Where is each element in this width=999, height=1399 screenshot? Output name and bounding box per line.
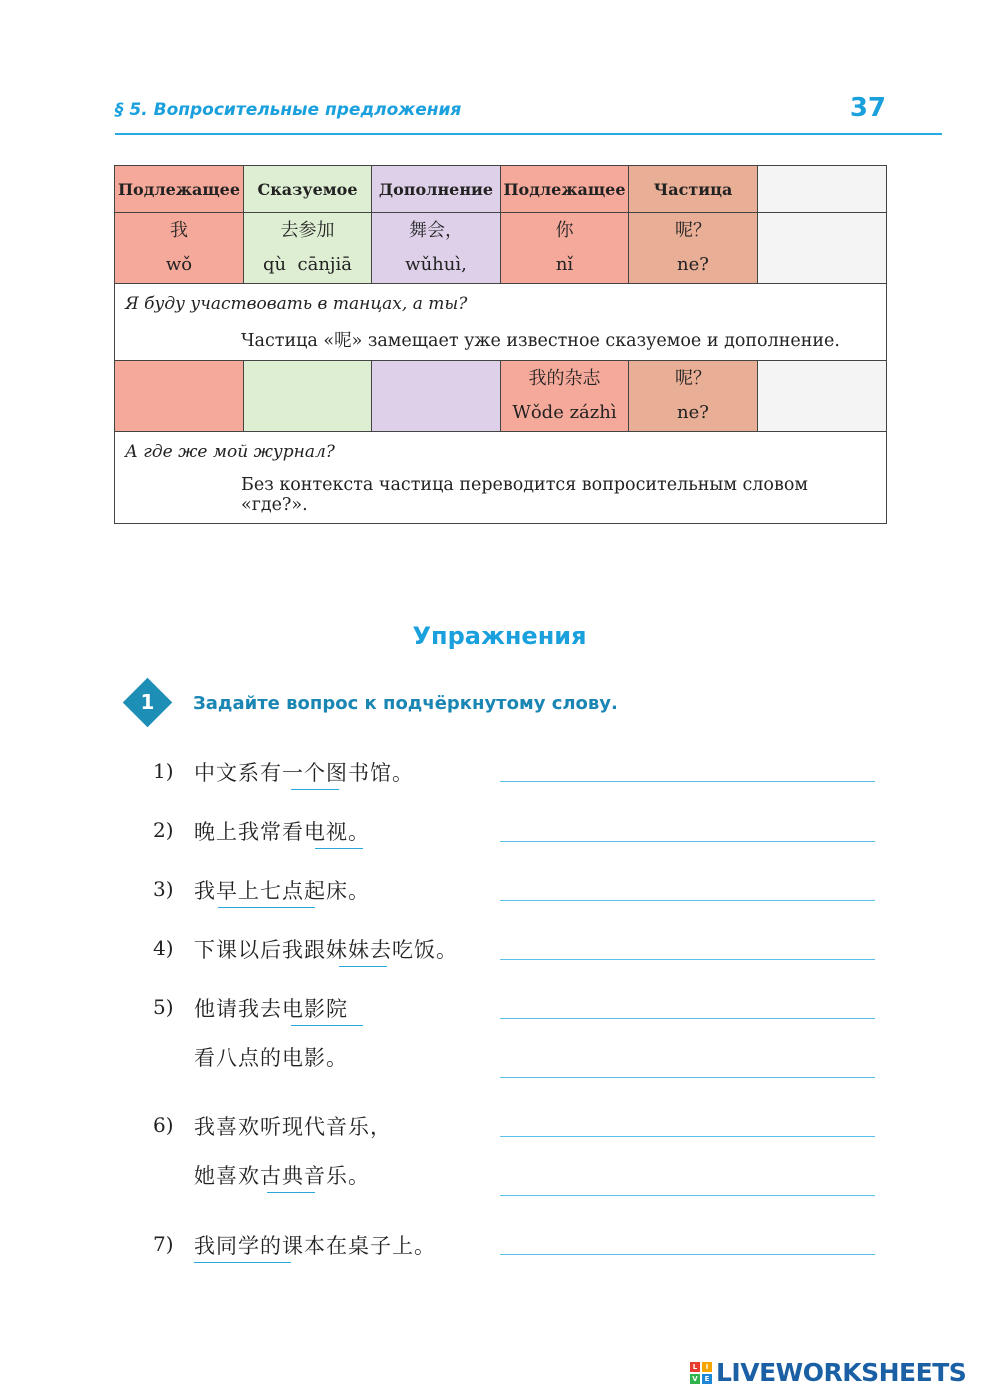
page-number: 37: [849, 93, 886, 123]
exercises-title: Упражнения: [412, 622, 587, 650]
table-header-row: [115, 166, 887, 213]
table-cell: 去参加 qù cānjiā: [244, 213, 372, 284]
example-row: [115, 361, 887, 432]
empty-cell: [244, 361, 372, 432]
explanation-text: Частица «呢» замещает уже известное сказуемое и дополнение.: [241, 331, 840, 351]
table-cell: 我的杂志 Wǒde zázhì: [501, 361, 629, 432]
answer-line[interactable]: [500, 1195, 875, 1196]
item-sentence: 下课以后我跟妹妹去吃饭。: [194, 938, 458, 962]
table-cell: 呢？ ne?: [629, 213, 758, 284]
header-cell: Подлежащее: [115, 166, 244, 213]
item-sentence: 我喜欢听现代音乐，: [194, 1115, 392, 1139]
task-instruction: Задайте вопрос к подчёркнутому слову.: [193, 693, 618, 714]
item-sentence: 中文系有一个图书馆。: [194, 761, 414, 785]
explanation-text: Без контекста частица переводится вопросительным словом «где?».: [241, 475, 808, 515]
table-cell: 呢？ ne?: [629, 361, 758, 432]
empty-cell: [758, 361, 887, 432]
translation-text: А где же мой журнал?: [125, 442, 335, 462]
empty-cell: [758, 213, 887, 284]
table-cell: 舞会， wǔhuì,: [372, 213, 501, 284]
empty-cell: [758, 166, 887, 213]
empty-cell: [372, 361, 501, 432]
header-cell: Сказуемое: [244, 166, 372, 213]
item-number: 2): [153, 818, 174, 842]
underline-mark: [291, 1025, 363, 1026]
answer-line[interactable]: [500, 1018, 875, 1019]
item-sentence: 他请我去电影院: [194, 997, 348, 1021]
underline-mark: [315, 848, 363, 849]
item-sentence-continued: 看八点的电影。: [194, 1046, 348, 1070]
header-cell: Подлежащее: [501, 166, 629, 213]
note-row: [115, 284, 887, 361]
logo-text: LIVEWORKSHEETS: [716, 1358, 967, 1387]
table-cell: 你 nǐ: [501, 213, 629, 284]
underline-mark: [218, 907, 315, 908]
item-sentence: 晚上我常看电视。: [194, 820, 370, 844]
logo-icon: L I V E: [690, 1362, 716, 1386]
task-number: 1: [140, 690, 155, 714]
answer-line[interactable]: [500, 900, 875, 901]
header-cell: Частица: [629, 166, 758, 213]
item-sentence: 我同学的课本在桌子上。: [194, 1234, 436, 1258]
empty-cell: [115, 361, 244, 432]
page-header: [115, 95, 942, 135]
answer-line[interactable]: [500, 1254, 875, 1255]
note-cell: [115, 284, 887, 361]
answer-line[interactable]: [500, 1136, 875, 1137]
header-cell: Дополнение: [372, 166, 501, 213]
note-cell: [115, 432, 887, 524]
item-sentence-continued: 她喜欢古典音乐。: [194, 1164, 370, 1188]
item-number: 6): [153, 1113, 174, 1137]
example-row: [115, 213, 887, 284]
answer-line[interactable]: [500, 1077, 875, 1078]
item-number: 4): [153, 936, 174, 960]
grammar-table: [114, 165, 887, 524]
answer-line[interactable]: [500, 841, 875, 842]
translation-text: Я буду участвовать в танцах, а ты?: [125, 294, 468, 314]
item-sentence: 我早上七点起床。: [194, 879, 370, 903]
item-number: 3): [153, 877, 174, 901]
item-number: 1): [153, 759, 174, 783]
item-number: 5): [153, 995, 174, 1019]
underline-mark: [339, 966, 387, 967]
underline-mark: [194, 1262, 291, 1263]
item-number: 7): [153, 1232, 174, 1256]
answer-line[interactable]: [500, 781, 875, 782]
table-cell: 我 wǒ: [115, 213, 244, 284]
answer-line[interactable]: [500, 959, 875, 960]
underline-mark: [267, 1192, 315, 1193]
note-row: [115, 432, 887, 524]
underline-mark: [291, 789, 339, 790]
section-title: § 5. Вопросительные предложения: [115, 100, 462, 120]
